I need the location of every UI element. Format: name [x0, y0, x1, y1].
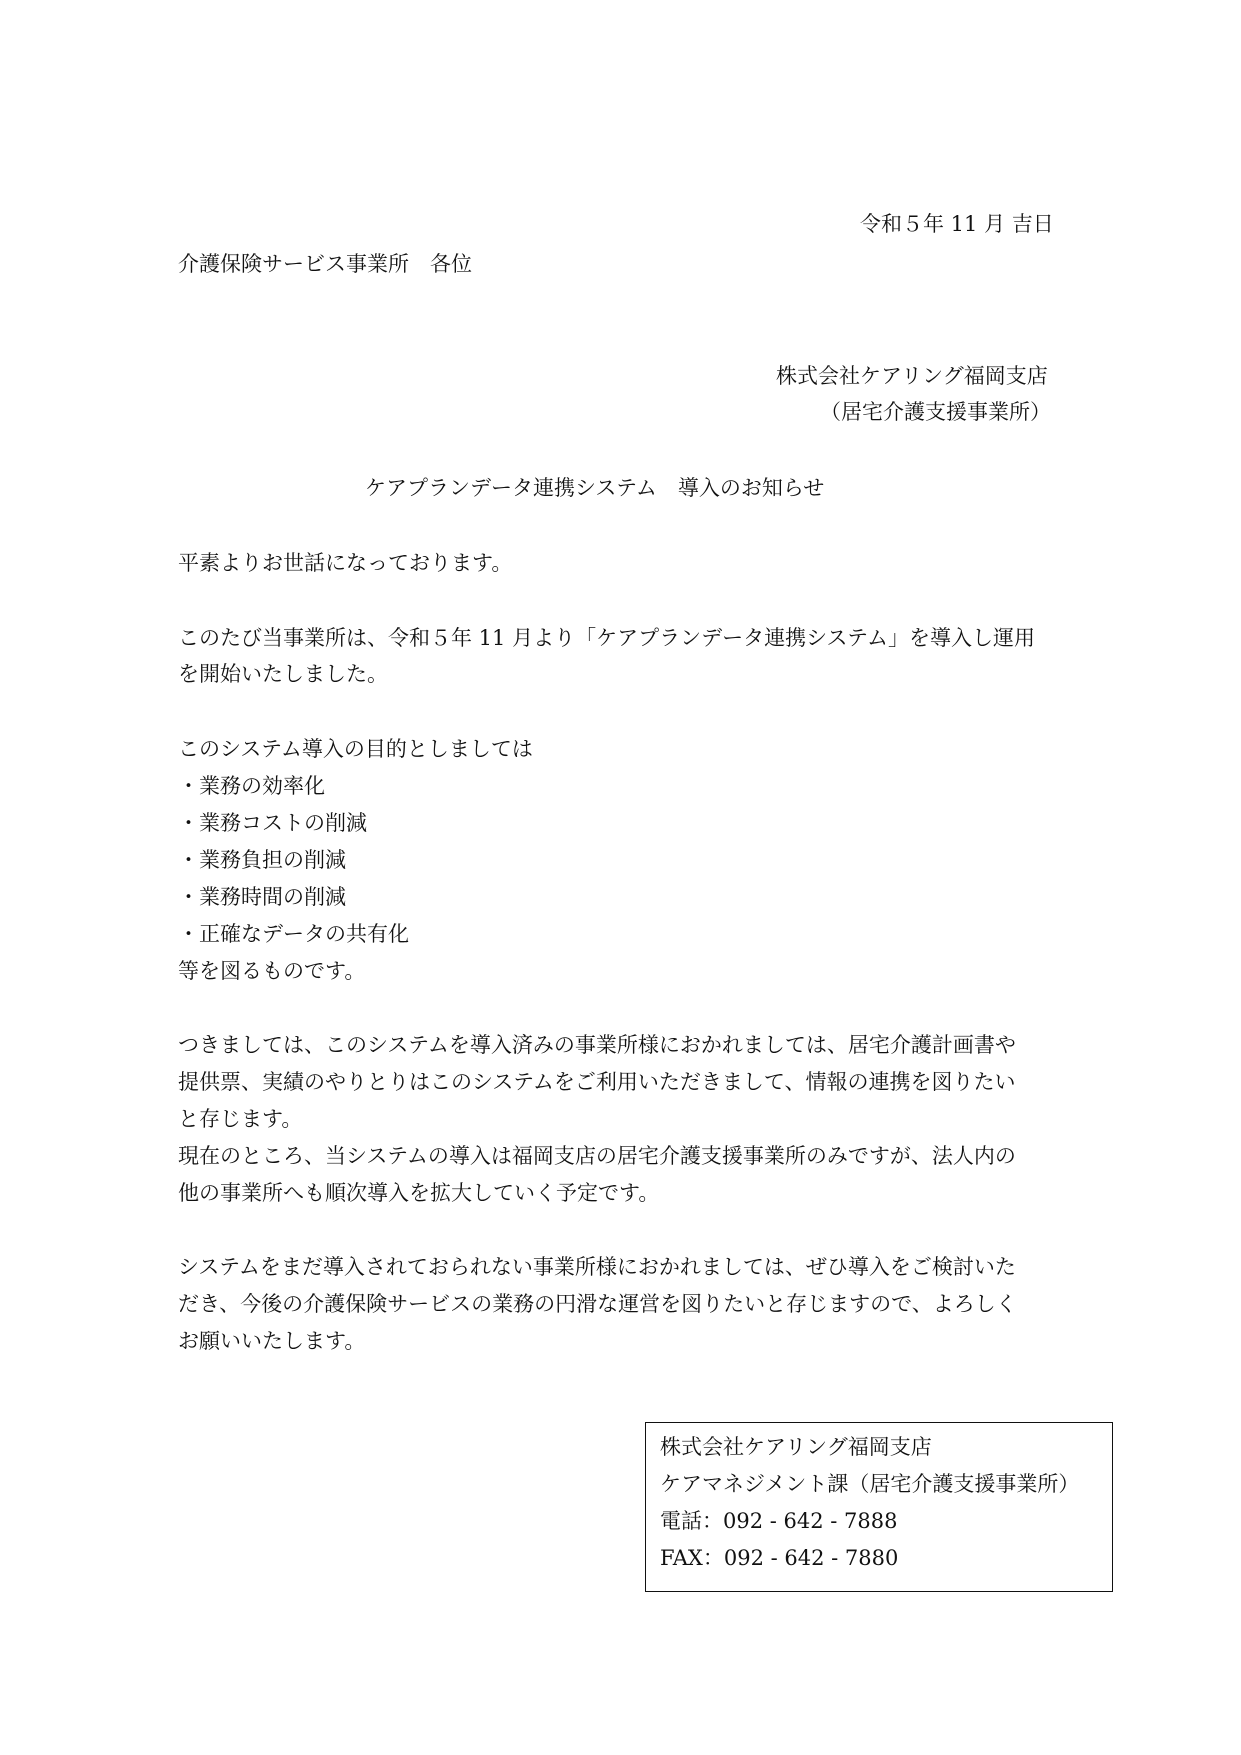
status-line-1: 現在のところ、当システムの導入は福岡支店の居宅介護支援事業所のみですが、法人内の [178, 1144, 1016, 1168]
request-line-2: 提供票、実績のやりとりはこのシステムをご利用いただきまして、情報の連携を図りたい [178, 1070, 1016, 1094]
contact-fax: FAX：092 - 642 - 7880 [660, 1546, 899, 1570]
contact-phone: 電話：092 - 642 - 7888 [660, 1509, 898, 1533]
intro-line-2: を開始いたしました。 [178, 662, 388, 686]
purpose-item: ・業務コストの削減 [178, 811, 367, 835]
closing-line-2: だき、今後の介護保険サービスの業務の円滑な運営を図りたいと存じますので、よろしく [178, 1292, 1017, 1316]
sender-company: 株式会社ケアリング福岡支店 [776, 364, 1048, 388]
recipient: 介護保険サービス事業所 各位 [178, 252, 472, 276]
purpose-item: ・業務の効率化 [178, 774, 325, 798]
status-line-2: 他の事業所へも順次導入を拡大していく予定です。 [178, 1181, 660, 1205]
contact-department: ケアマネジメント課（居宅介護支援事業所） [660, 1472, 1080, 1496]
contact-box [645, 1422, 1113, 1592]
purpose-item: ・業務負担の削減 [178, 848, 346, 872]
greeting: 平素よりお世話になっております。 [178, 551, 513, 575]
purpose-item: ・正確なデータの共有化 [178, 922, 409, 946]
sender-department: （居宅介護支援事業所） [820, 400, 1051, 424]
purpose-item: ・業務時間の削減 [178, 885, 346, 909]
request-line-1: つきましては、このシステムを導入済みの事業所様におかれましては、居宅介護計画書や [178, 1033, 1016, 1057]
closing-line-1: システムをまだ導入されておられない事業所様におかれましては、ぜひ導入をご検討いた [178, 1255, 1016, 1279]
contact-company: 株式会社ケアリング福岡支店 [660, 1435, 932, 1459]
purpose-lead: このシステム導入の目的としましては [178, 737, 533, 761]
issue-date: 令和５年 11 月 吉日 [860, 212, 1054, 236]
document-title: ケアプランデータ連携システム 導入のお知らせ [365, 476, 825, 500]
purpose-end: 等を図るものです。 [178, 959, 366, 983]
request-line-3: と存じます。 [178, 1107, 303, 1131]
closing-line-3: お願いいたします。 [178, 1329, 366, 1353]
intro-line-1: このたび当事業所は、令和５年 11 月より「ケアプランデータ連携システム」を導入し運用 [178, 626, 1035, 650]
